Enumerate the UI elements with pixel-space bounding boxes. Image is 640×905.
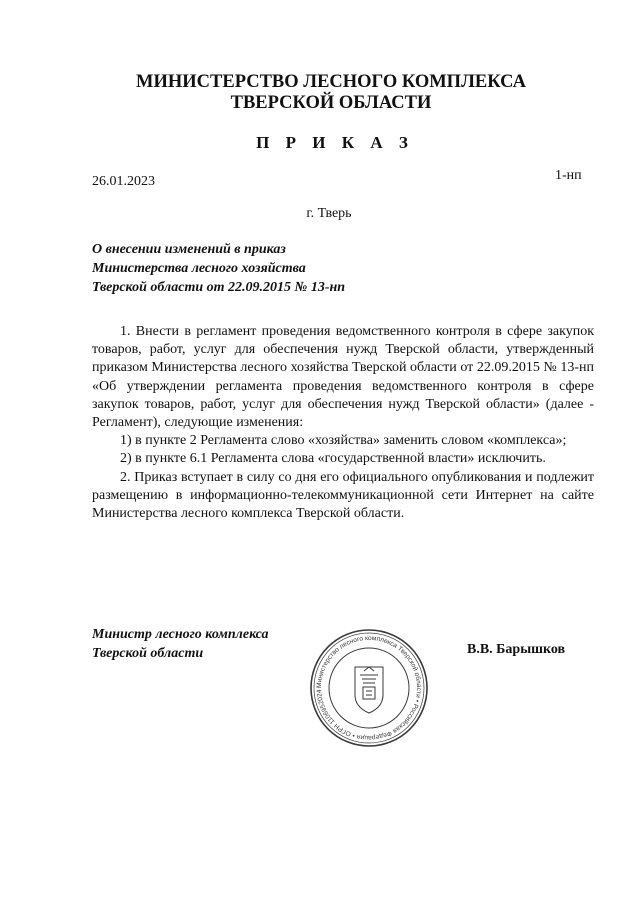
document-type-heading: [0, 133, 640, 153]
seal-ring-textpath: Министерство лесного комплекса Тверской области • Российская Федерация • ОГРН 1106952024: [315, 634, 423, 742]
seal-outer-ring-inner: [314, 633, 424, 743]
seal-outer-ring: [311, 630, 427, 746]
body-paragraph-3: 2) в пункте 6.1 Регламента слова «государственной власти» исключить.: [120, 451, 546, 467]
document-subject: [92, 240, 422, 297]
coat-of-arms-icon: [355, 667, 383, 713]
body-paragraph-1: 1. Внести в регламент проведения ведомственного контроля в сфере закупок товаров, работ, услуг для обеспечения нужд Тверской области, утвержденный приказом Министерства лесного хозяйства Тверской области от 22.09.2015 № 13-нп «Об утверждении регламента проведения ведомственного контроля в сфере закупок товаров, работ, услуг для обеспечения нужд Тверской области» (далее - Регламент), следующие изменения:: [92, 324, 594, 431]
ministry-name-line1: МИНИСТЕРСТВО ЛЕСНОГО КОМПЛЕКСА: [136, 72, 526, 92]
signer-name: В.В. Барышков: [467, 642, 566, 657]
signer-title-line2: Тверской области: [92, 646, 204, 661]
subject-line2: Министерства лесного хозяйства: [92, 261, 306, 276]
official-seal-icon: [308, 627, 430, 749]
document-type-label: П Р И К А З: [256, 133, 414, 152]
seal-inner-ring: [329, 648, 409, 728]
city-label: г. Тверь: [306, 206, 352, 221]
signer-title-line1: Министр лесного комплекса: [92, 627, 269, 642]
signer-title: [92, 625, 312, 663]
seal-ring-text: [308, 627, 422, 741]
document-number: 1-нп: [555, 168, 582, 183]
body-paragraph-2: 1) в пункте 2 Регламента слово «хозяйства» заменить словом «комплекса»;: [120, 433, 567, 449]
document-date: 26.01.2023: [92, 174, 155, 189]
document-body: [92, 323, 594, 523]
ministry-name-line2: ТВЕРСКОЙ ОБЛАСТИ: [230, 93, 432, 113]
subject-line1: О внесении изменений в приказ: [92, 242, 286, 257]
ministry-header: [0, 72, 640, 114]
document-city: [0, 206, 640, 222]
body-paragraph-4: 2. Приказ вступает в силу со дня его официального опубликования и подлежит размещению в информационно-телекоммуникационной сети Интернет на сайте Министерства лесного комплекса Тверской области.: [92, 469, 594, 522]
subject-line3: Тверской области от 22.09.2015 № 13-нп: [92, 280, 346, 295]
